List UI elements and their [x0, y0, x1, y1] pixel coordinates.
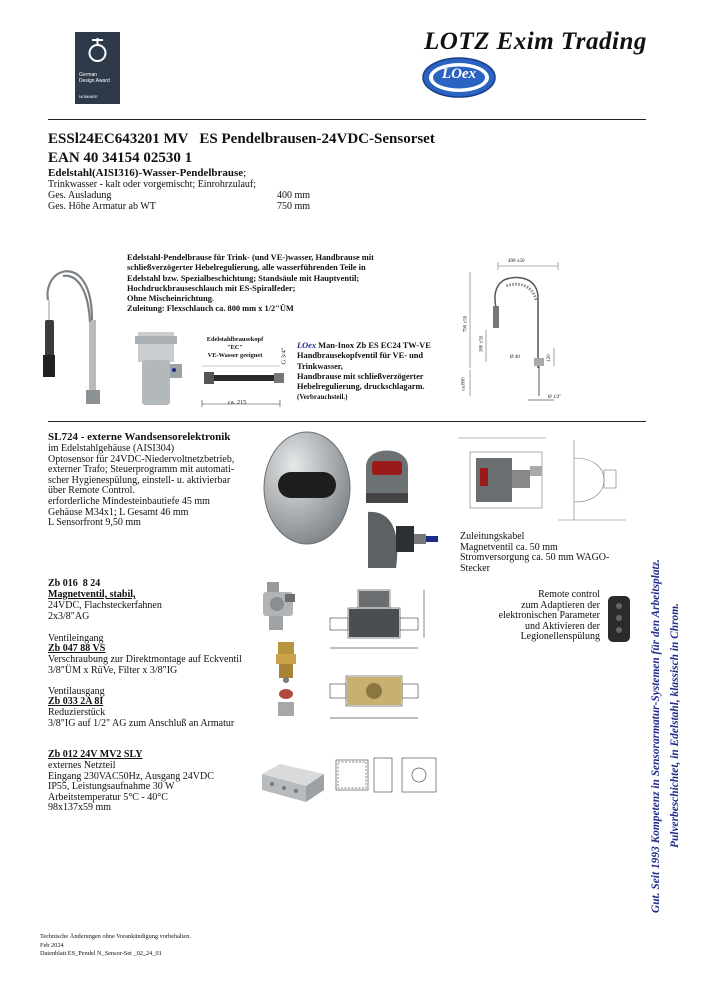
loex-line: Handbrause mit schließverzögerter [297, 371, 424, 381]
psu-technical-drawing [332, 754, 440, 800]
psu-line: Arbeitstemperatur 5°C - 40°C [48, 791, 168, 803]
remote-line: elektronischen Parameter [498, 610, 600, 622]
head-label [200, 336, 270, 360]
verbrauch-note: (Verbrauchsteil.) [297, 393, 348, 402]
sensor-line: erforderliche Mindesteinbautiefe 45 mm [48, 495, 210, 507]
footer [40, 933, 191, 959]
inlet-line: Verschraubung zur Direktmontage auf Eckventil [48, 654, 242, 665]
inlet-code: Zb 047 88 VS [48, 643, 106, 654]
spec-label: Ges. Höhe Armatur ab WT [48, 201, 156, 212]
psu-line: externes Netzteil [48, 760, 116, 771]
sensor-description [48, 444, 258, 529]
psu-line: IP55, Leistungsaufnahme 30 W [48, 781, 175, 793]
design-award-badge [75, 32, 120, 104]
valve-line: 2x3/8"AG [48, 610, 90, 622]
product-subtitle [48, 168, 246, 179]
spec-value: 750 mm [276, 201, 310, 212]
psu-line: 98x137x59 mm [48, 802, 112, 814]
sensor-side-image [366, 510, 442, 570]
psu-line: Eingang 230VAC50Hz, Ausgang 24VDC [48, 770, 214, 782]
head-label-line: Edelstahlbrausekopf [206, 336, 264, 343]
remote-line: Remote control [538, 589, 600, 600]
sensor-technical-drawing [454, 430, 634, 526]
head-label-line: "EC" [227, 344, 243, 351]
sensor-line: Optosensor für 24VDC-Niedervoltnetzbetrieb, [48, 453, 235, 465]
remote-line: Legionellenspülung [520, 631, 600, 643]
dim-g-label: G 3/4" [280, 347, 288, 365]
award-line-1: German [79, 72, 98, 78]
psu-desc [48, 761, 268, 814]
inlet-desc [48, 655, 268, 676]
award-line-3: NOMINEE [79, 94, 98, 99]
product-title: ESSl24EC643201 MV ES Pendelbrausen-24VDC-Sensorset [48, 131, 435, 147]
inlet-fitting-image [272, 640, 300, 684]
inlet-line: 3/8"ÜM x RüVe, Filter x 3/8"IG [48, 664, 178, 676]
remote-description [456, 590, 600, 643]
loex-logo-text: LOex [441, 66, 477, 82]
desc-line: schließverzögerter Hebelregulierung, alle wasserführenden Teile in [127, 263, 366, 273]
desc-line: Hochdruckbrauseschlauch mit ES-Spiralfeder; [127, 283, 296, 293]
desc-line: Edelstahl bzw. Spezialbeschichtung; Standsäule mit Hauptventil; [127, 273, 360, 283]
drawing-label-d40: Ø 40 [510, 355, 520, 360]
psu-image [258, 760, 328, 804]
sensor-line: L Sensorfront 9,50 mm [48, 517, 141, 529]
outlet-line: 3/8"IG auf 1/2" AG zum Anschluß an Armatur [48, 717, 235, 729]
spec-value: 400 mm [276, 190, 310, 201]
sidebar-slogan [636, 515, 696, 925]
product-subtitle-text: Edelstahl(AISI316)-Wasser-Pendelbrause [48, 167, 244, 179]
cable-line: Stecker [460, 562, 490, 574]
loex-brand: LOex [297, 341, 317, 350]
drawing-label-800: ca.800 [461, 377, 467, 391]
psu-code: Zb 012 24V MV2 SLY [48, 749, 143, 760]
valve-photo-image [259, 580, 301, 632]
sensor-line: Gehäuse M34x1; L Gesamt 46 mm [48, 506, 189, 518]
loex-line: Trinkwasser, [297, 361, 343, 371]
outlet-desc [48, 708, 288, 729]
award-line-2: Design Award [79, 78, 110, 84]
outlet-code: Zb 033 2A 8I [48, 696, 104, 707]
loex-handbrause-text [297, 341, 467, 403]
outlet-line: Reduzierstück [48, 707, 106, 718]
desc-line: Zuleitung: Flexschlauch ca. 800 mm x 1/2"ÜM [127, 304, 294, 314]
pendel-description [127, 253, 427, 315]
desc-line: Edelstahl-Pendelbrause für Trink- (und VE-)wasser, Handbrause mit [127, 253, 374, 262]
slogan-line-2: Pulverbeschichtet, in Edelstahl, klassisch in Chrom. [669, 603, 681, 848]
drawing-label-180: 180 ±50 [479, 335, 485, 353]
cable-line: Stromversorgung ca. 50 mm WAGO- [460, 552, 610, 564]
valve-line: 24VDC, Flachsteckerfahnen [48, 600, 162, 611]
spec-row-hoehe [48, 202, 310, 213]
spec-row-ausladung [48, 191, 310, 202]
product-ean: EAN 40 34154 02530 1 [48, 150, 193, 166]
handle-drawing [198, 360, 296, 410]
spec-label: Ges. Ausladung [48, 190, 112, 201]
dim-width-label: ca. 215 [228, 399, 247, 406]
loex-line: Hebelregulierung, druckschlagarm. [297, 382, 425, 392]
sensor-title: SL724 - externe Wandsensorelektronik [48, 431, 231, 443]
remote-control-image [606, 594, 632, 644]
cable-line: Zuleitungskabel [460, 531, 525, 542]
head-label-line: VE-Wasser geeignet [207, 352, 263, 359]
product-subtitle-suffix: ; [243, 167, 247, 179]
sensor-line: scher Hygienespülung, einstell- u. aktivierbar [48, 474, 231, 486]
valve-desc [48, 601, 248, 622]
footer-line: Feb 2024 [40, 941, 64, 949]
desc-line: Ohne Mischeinrichtung. [127, 294, 215, 304]
cable-info [460, 532, 640, 574]
drawing-label-400: 400 ±50 [508, 259, 525, 264]
loex-line: Man-Inox Zb ES EC24 TW-VE [316, 341, 431, 350]
slogan-line-1: Gut. Seit 1993 Kompetenz in Sensorarmatur-Systemen für den Arbeitsplatz. [650, 558, 662, 913]
section-divider [48, 421, 646, 422]
footer-line: Datenblatt ES_Pendel N_Sensor-Set _02_24_01 [40, 950, 162, 958]
valve-title: Magnetventil, stabil, [48, 589, 136, 600]
pendel-technical-drawing [458, 258, 568, 408]
header-divider [48, 119, 646, 120]
company-name: LOTZ Exim Trading [424, 28, 647, 55]
sensor-line: im Edelstahlgehäuse (AISI304) [48, 443, 175, 454]
sensor-front-image [262, 430, 352, 546]
valve-technical-drawing [318, 580, 446, 728]
cable-line: Magnetventil ca. 50 mm [460, 541, 558, 553]
remote-line: zum Adaptieren der [521, 599, 600, 611]
sensor-line: externer Trafo; Steuerprogramm mit automati- [48, 464, 235, 476]
drawing-label-120: 120 [546, 354, 552, 362]
drawing-label-g12: Ø 1/2" [548, 395, 562, 400]
pendel-shower-image [36, 260, 116, 410]
product-intro: Trinkwasser - kalt oder vorgemischt; Einrohrzulauf; [48, 179, 257, 190]
sensor-round-image [362, 437, 412, 505]
outlet-label: Ventilausgang [48, 686, 105, 697]
shower-head-image [130, 332, 185, 407]
remote-line: und Aktivieren der [525, 620, 600, 632]
award-icon [75, 34, 120, 68]
drawing-label-790: 790 ±50 [463, 315, 469, 333]
outlet-fitting-image [272, 688, 300, 722]
footer-line: Technische Änderungen ohne Vorankündigung vorbehalten. [40, 933, 191, 940]
loex-line: Handbrausekopfventil für VE- und [297, 351, 424, 361]
inlet-label: Ventileingang [48, 633, 104, 644]
sensor-line: über Remote Control. [48, 485, 135, 497]
valve-code: Zb 016 8 24 [48, 578, 101, 589]
